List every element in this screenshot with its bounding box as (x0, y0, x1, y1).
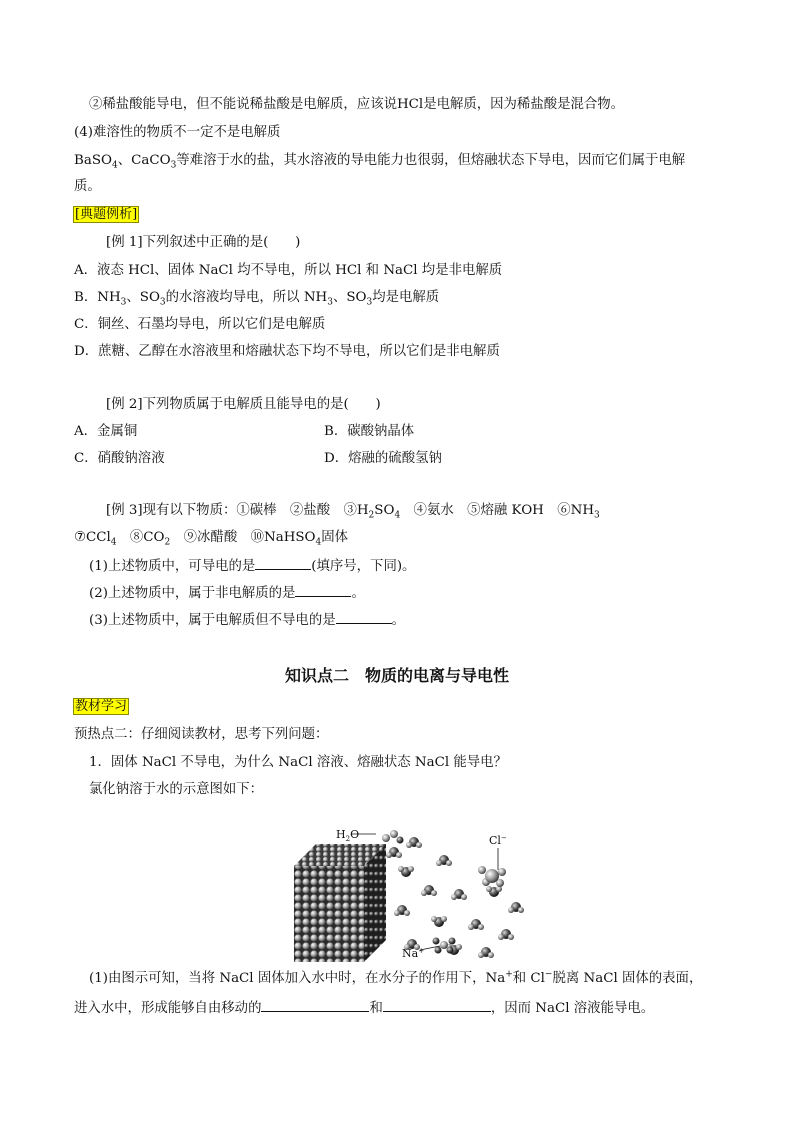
h2o-label: $H_2O$ (336, 828, 360, 843)
text-line: 氯化钠溶于水的示意图如下： (89, 782, 264, 797)
sub-question-3: (3)上述物质中，属于电解质但不导电的是 。 (89, 610, 405, 630)
text-line: BaSO$_4$、CaCO$_3$等难溶于水的盐，其水溶液的导电能力也很弱，但熔融状态下导电，因而它们属于电解 (74, 153, 686, 171)
answer-blank[interactable] (295, 583, 351, 597)
answer-blank[interactable] (255, 556, 311, 570)
section-tag: [典题例析] (75, 207, 138, 222)
example-question: [例 3]现有以下物质：①碳棒 ②盐酸 $③H_2SO_4$ ④氨水 ⑤熔融 KOH $⑥NH_3$ (106, 503, 600, 521)
option-d: D．熔融的硫酸氢钠 (324, 451, 442, 466)
example-question: [例 1]下列叙述中正确的是( ) (106, 235, 301, 250)
section-tag: 教材学习 (75, 699, 128, 714)
sub-question-1: (1)上述物质中，可导电的是 (填序号，下同)。 (89, 556, 415, 576)
text-line: (1)由图示可知，当将 NaCl 固体加入水中时，在水分子的作用下，Na+和 Cl−脱离 NaCl 固体的表面， (89, 969, 703, 986)
answer-blank[interactable] (261, 998, 369, 1012)
option-c: C．硝酸钠溶液 (74, 451, 165, 466)
option-c: C．铜丝、石墨均导电，所以它们是电解质 (74, 317, 326, 332)
answer-blank[interactable] (383, 998, 491, 1012)
cl-label: Cl− (489, 834, 507, 847)
na-label: Na+ (402, 947, 425, 960)
option-b: B．$NH_3$、$SO_3$的水溶液均导电，所以 $NH_3$、$SO_3$均是电解质 (74, 290, 440, 308)
example-question: [例 2]下列物质属于电解质且能导电的是( ) (106, 397, 381, 412)
text-line: 质。 (74, 179, 101, 194)
sub-question-2: (2)上述物质中，属于非电解质的是 。 (89, 583, 365, 603)
surface-ion-cluster (382, 830, 404, 844)
section-title: 知识点二 物质的电离与导电性 (284, 666, 509, 685)
option-b: B．碳酸钠晶体 (324, 424, 415, 439)
text-line: ⑦CCl$_4$ $⑧CO_2$ ⑨冰醋酸 ⑩NaHSO$_4$固体 (74, 530, 349, 548)
text-line: (4)难溶性的物质不一定不是电解质 (74, 125, 281, 140)
nacl-lattice (294, 844, 386, 962)
text-line: 1．固体 NaCl 不导电，为什么 NaCl 溶液、熔融状态 NaCl 能导电？ (89, 755, 507, 770)
text-line: 预热点二：仔细阅读教材，思考下列问题： (74, 727, 329, 742)
nacl-dissolution-figure (294, 822, 530, 962)
answer-blank[interactable] (336, 610, 392, 624)
option-d: D．蔗糖、乙醇在水溶液里和熔融状态下均不导电，所以它们是非电解质 (74, 344, 500, 359)
option-a: A．液态 HCl、固体 NaCl 均不导电，所以 HCl 和 NaCl 均是非电解质 (74, 263, 503, 278)
text-line: 进入水中，形成能够自由移动的 和 ，因而 NaCl 溶液能导电。 (74, 998, 654, 1018)
option-a: A．金属铜 (74, 424, 138, 439)
hydrated-chloride-ion (478, 866, 506, 887)
text-line: ②稀盐酸能导电，但不能说稀盐酸是电解质，应该说HCl是电解质，因为稀盐酸是混合物。 (89, 97, 625, 112)
